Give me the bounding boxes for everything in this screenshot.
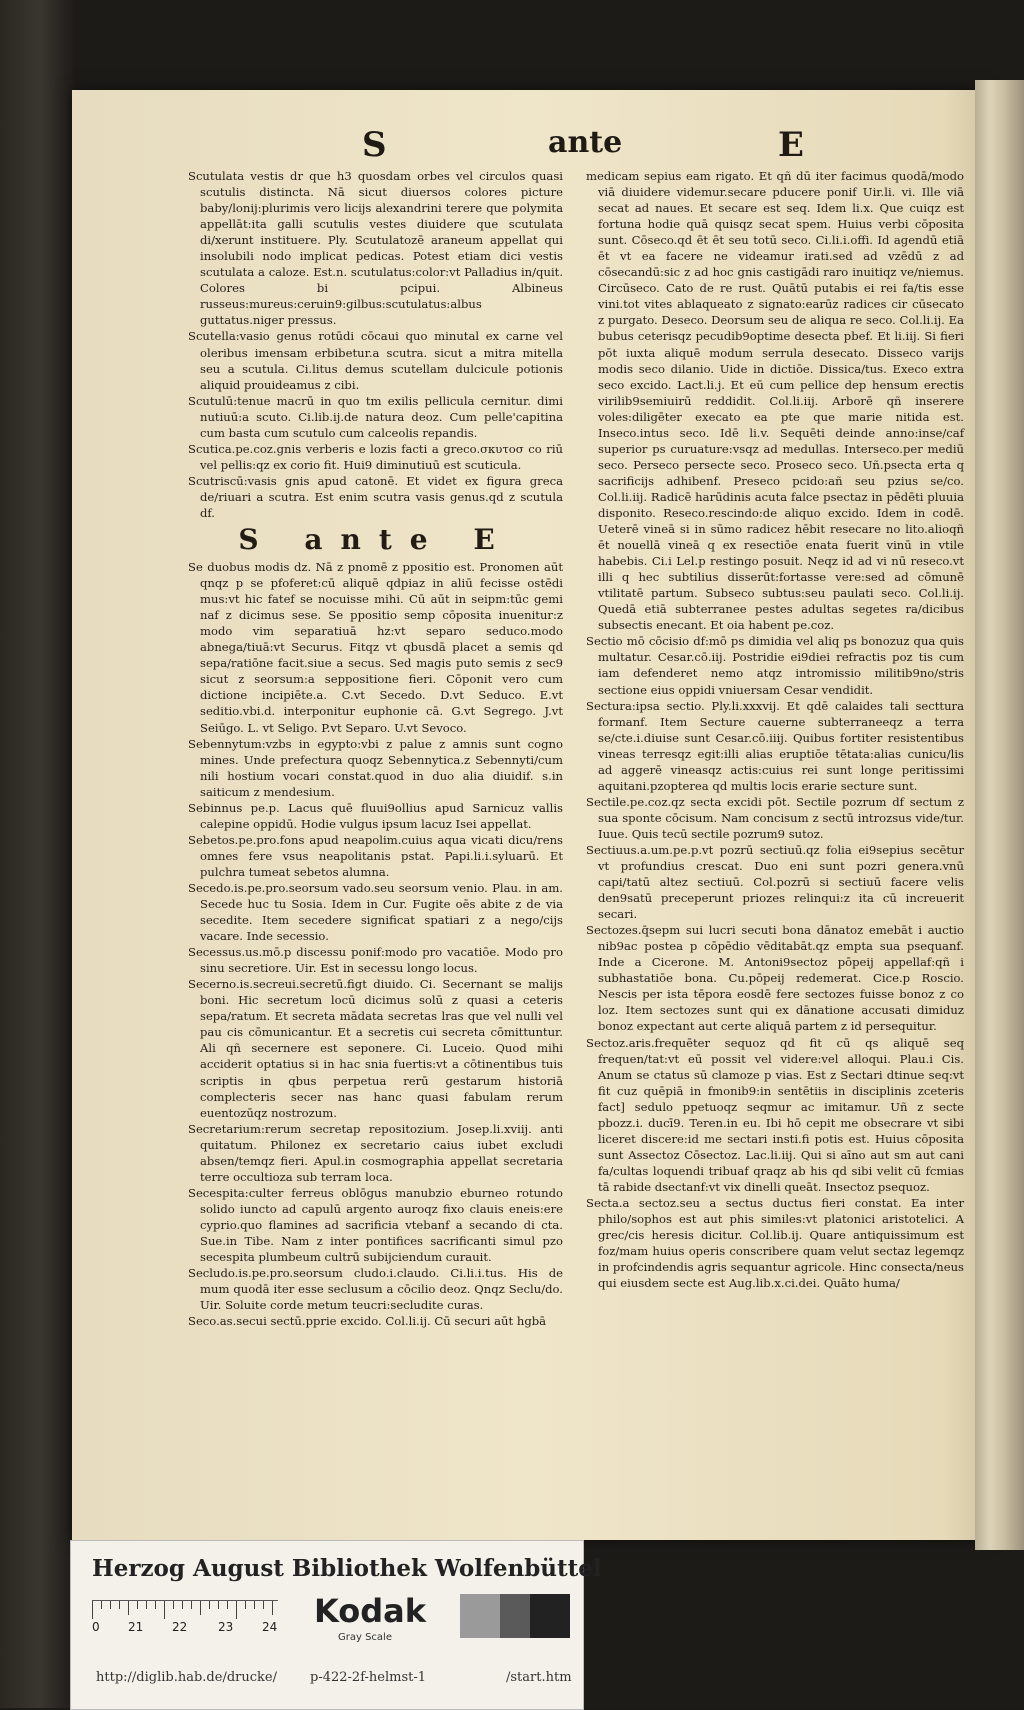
scale-number: 24 — [262, 1620, 278, 1634]
dictionary-entry: Sectura:ipsa sectio. Ply.li.xxxvij. Et qdē calaides tali secttura formanf. Item Secture cauerne subterraneeqz a terra se/cte.i.diuise sunt Cesar.cō.iiij. Quibus fortiter resistentibus vineas terresqz egit:illi alias eruptiōe tētata:alias cunicu/lis ad aggerē vineasqz actis:cuius rei sunt longe peritissimi aquitani.pzopterea qd multis locis erarie secture sunt. — [586, 698, 964, 793]
dictionary-entry: Sectile.pe.coz.qz secta excidi pōt. Sectile pozrum df sectum z sua sponte cōcisum. Nam concisum z sectū introzsus vide/tur. Iuue. Quis tecū sectile pozrum9 sutoz. — [586, 794, 964, 841]
dictionary-entry: Sectio mō cōcisio df:mō ps dimidia vel aliq ps bonozuz qua quis multatur. Cesar.cō.iij. Postridie ei9diei refractis poz tis cum iam defenderet nemo atqz intromissio militib9no/stris sectione eius oppidi vniuersam Cesar vendidit. — [586, 634, 964, 697]
dictionary-entry: Sebinnus pe.p. Lacus quē fluui9ollius apud Sarnicuz vallis calepine oppidū. Hodie vulgus ipsum lacuz Isei appellat. — [188, 800, 563, 831]
dictionary-entry: Secretarium:rerum secretap repositozium. Josep.li.xviij. anti quitatum. Philonez ex secretario caius iubet excludi absen/temqz fieri. Apul.in cosmographia appellat secretaria terre occultioza sub terram loca. — [188, 1121, 563, 1184]
dictionary-entry: Secedo.is.pe.pro.seorsum vado.seu seorsum venio. Plau. in am. Secede huc tu Sosia. Idem in Cur. Fugite oēs abite z de via secedite. Item secedere significat spatiari z a nego/cijs vacare. Inde secessio. — [188, 880, 563, 944]
section-heading-word: ante — [304, 523, 446, 557]
dictionary-entry: Secta.a sectoz.seu a sectus ductus fieri constat. Ea inter philo/sophos est aut phis similes:vt platonici aristotelici. A grec/cis heresis dicitur. Col.lib.ij. Quare antiquissimum est foz/mam huius operis conscribere quam velut sectaz legemqz in profcindendis agris sequantur agricole. Hinc consecta/neus qui eiusdem secte est Aug.lib.x.ci.dei. Quāto huma/ — [586, 1196, 964, 1291]
scale-number: 0 — [92, 1620, 100, 1634]
dictionary-entry: medicam sepius eam rigato. Et qñ dū iter facimus quodā/modo viā diuidere videmur.secare pducere ponif Uir.li. vi. Ille viā secat ad naues. Et secare est seq. Idem li.x. Que cuiqz est fortuna hodie quā quisqz secat spem. Huius verbi cōposita sunt. Cōseco.qd ēt ēt seu totū seco. Ci.li.i.offi. Id agendū etiā ēt vt ea facere ne videamur irati.sed ad vzēdū z ad cōsecandū:sic z ad hoc gnis castigādi raro inuitiqz ve/niemus. Circūseco. Cato de re rust. Quātū putabis ei rei fa/tis esse vini.tot vites ablaqueato z signato:earūz radices cir cūsecato z purgato. Deseco. Deorsum seu de aliqua re seco. Col.li.ij. Ea bubus ceterisqz pecudib9optime desecta pbef. Et li.iij. Si fieri pōt iuxta aliquē modum serrula desecato. Disseco varijs modis seco dilanio. Uide in dictiōe. Dissica/tus. Execo extra seco excido. Lact.li.j. Et eū cum pellice dep hensum erectis virilib9semiuirū reddidit. Col.li.iij. Arborē qñ inserere voles:diligēter execato ea pte que marie nitida est. Inseco.intus seco. Idē li.v. Sequēti deinde anno:inse/caf superior ps curuature:vsqz ad medullas. Interseco.per mediū seco. Perseco persecte seco. Proseco seco. Uñ.psecta erta q sacrificijs adhibenf. Preseco pcido:añ seu pzius se/co. Col.li.iij. Radicē harūdinis acuta falce psectaz in pēdēti pluuia disponito. Reseco.rescindo:de aliquo excido. Idem in codē. Ueterē vineā si in sūmo radicez hēbit resecare no lito.alioqñ ēt nouellā vineā q ex resectiōe enata fuerit vinū in vtile habebis. Ci.i Lel.p restingo posuit. Neqz id ad vi nū reseco.vt illi q hec subtilius disserūt:fortasse vere:sed ad cōmunē vtilitatē partum. Subseco subtus:seu paulati seco. Col.li.ij. Quedā etiā subterranee pestes adultas segetes ra/dicibus subsectis enecant. Et oia habent pe.coz. — [586, 169, 964, 633]
dictionary-entry: Sectoz.aris.frequēter sequoz qd fit cū qs aliquē seq frequen/tat:vt eū possit vel videre:vel alloqui. Plau.i Cis. Anum se ctatus sū clamoze p vias. Est z Sectari dtinue seq:vt fit cuz quēpiā in fmonib9:in sentētiis in disciplinis zceteris fact] sedulo ppetuoqz seqmur ac imitamur. Uñ z secte pbozz.i. ducī9. Teren.in eu. Ibi hō cepit me obsecrare vt sibi liceret discere:id me sectari insti.fi potis est. Huius cōposita sunt Assectoz Cōsectoz. Lac.li.iij. Qui si aīno aut sm aut cani fa/cultas loquendi tribuaf qraqz ab his qd sibi velit cū fcmias tā rabide dsectanf:vt vix dinelli queāt. Insectoz psequoz. — [586, 1035, 964, 1194]
dictionary-entry: Scutulata vestis dr que h3 quosdam orbes vel circulos quasi scutulis distincta. Nā sicut diuersos colores picture baby/lonij:plurimis vero licijs alexandrini terere que polymita appellāt:ita galli scutulis vestes diuidere que scutulata di/xerunt instituere. Ply. Scutulatozē araneum appellat qui insolubili nodo implicat pedicas. Potest etiam dici vestis scutulata a caloze. Est.n. scutulatus:color:vt Palladius in/quit. Colores bi pcipui. Albineus russeus:mureus:ceruin9:gilbus:scutulatus:albus guttatus.niger pressus. — [188, 169, 563, 328]
header-word: ante — [548, 125, 623, 160]
gray-patch — [460, 1594, 500, 1638]
gray-patch — [500, 1594, 530, 1638]
scale-number: 22 — [172, 1620, 188, 1634]
section-heading-left: S — [238, 523, 277, 557]
dictionary-entry: Sebennytum:vzbs in egypto:vbi z palue z amnis sunt cogno mines. Unde prefectura quoqz Sebennytica.z Sebennyti/cum nili hostium vocari constat.quod in duo alia diuidif. s.in saiticum z mendesium. — [188, 736, 563, 799]
dictionary-entry: Secerno.is.secreui.secretū.figt diuido. Ci. Secernant se malijs boni. Hic secretum locū dicimus solū z quasi a ceteris sepa/ratum. Et secreta mādata secretas lras que vel nulli vel pau cis cōmunicantur. Et a secretis cui secreta cōmittuntur. Ali qñ secernere est seponere. Ci. Luceio. Quod mihi acciderit optatius si in hac snia fuertis:vt a cōtinentibus tuis scriptis in qbus perpetua rerū gestarum historiā complecteris secer nas hanc quasi fabulam rerum euentozūqz nostrozum. — [188, 977, 563, 1120]
facing-page-edge — [975, 80, 1024, 1550]
library-name: Herzog August Bibliothek Wolfenbüttel — [92, 1555, 602, 1582]
dictionary-entry: Sectiuus.a.um.pe.p.vt pozrū sectiuū.qz folia ei9sepius secētur vt profundius crescat. Duo eni sunt pozri genera.vnū capi/tatū altez sectiuū. Col.pozrū si sectiuū facere velis den9satū preceperunt priozes relinqui:z ita cū increuerit secari. — [586, 842, 964, 922]
dictionary-entry: Scutica.pe.coz.gnis verberis e lozis facti a greco.σκυτοσ co riū vel pellis:qz ex corio fit. Hui9 diminutiuū est scuticula. — [188, 441, 563, 472]
kodak-logo: Kodak — [314, 1592, 426, 1630]
black-patch — [530, 1594, 570, 1638]
dictionary-entry: Secludo.is.pe.pro.seorsum cludo.i.claudo. Ci.li.i.tus. His de mum quodā iter esse seclusum a cōcilio deoz. Qnqz Seclu/do. Uir. Soluite corde metum teucri:secludite curas. — [188, 1266, 563, 1313]
dictionary-entry: Secessus.us.mō.p discessu ponif:modo pro vacatiōe. Modo pro sinu secretiore. Uir. Est in secessu longo locus. — [188, 945, 563, 976]
dictionary-entry: Sebetos.pe.pro.fons apud neapolim.cuius aqua vicati dicu/rens omnes fere vsus neapolitanis pstat. Papi.li.i.syluarū. Et pulchra tumeat sebetos alumna. — [188, 832, 563, 879]
start-text: /start.htm — [506, 1670, 572, 1685]
section-heading — [188, 523, 563, 557]
gray-scale-label: Gray Scale — [338, 1632, 392, 1643]
shelfmark-text: p-422-2f-helmst-1 — [310, 1670, 427, 1685]
url-text: http://diglib.hab.de/drucke/ — [96, 1670, 277, 1685]
scale-ruler — [92, 1600, 278, 1621]
dictionary-entry: Secespita:culter ferreus oblōgus manubzio eburneo rotundo solido iuncto ad capulū argento auroqz fixo clauis eneis:ere cyprio.quo flamines ad sacrificia vtebanf a secando di cta. Sue.in Tibe. Nam z inter pontifices sacrificanti simul pzo secespita plumbeum cultrū subijciendum curauit. — [188, 1185, 563, 1265]
dictionary-entry: Scutella:vasio genus rotūdi cōcaui quo minutal ex carne vel oleribus imensam erbibetur.a scutra. sicut a mitra mitella seu a scutula. Ci.litus demus scutellam dulcicule potionis aliquid prouideamus z cibi. — [188, 329, 563, 392]
dictionary-entry: Scutulū:tenue macrū in quo tm exilis pellicula cernitur. dimi nutiuū:a scuto. Ci.lib.ij.de natura deoz. Cum pelle'capitina cum basta cum scutulo cum calceolis repandis. — [188, 393, 563, 440]
dictionary-entry: Scutriscū:vasis gnis apud catonē. Et videt ex figura greca de/riuari a scutra. Est enim scutra vasis genus.qd z scutula df. — [188, 473, 563, 520]
scale-number: 23 — [218, 1620, 234, 1634]
dictionary-entry: Seco.as.secui sectū.pprie excido. Col.li.ij. Cū securi aūt hgbā — [188, 1314, 547, 1329]
page-header — [0, 125, 1024, 165]
scale-number: 21 — [128, 1620, 144, 1634]
header-left-letter: S — [362, 125, 387, 165]
header-right-letter: E — [778, 125, 804, 165]
left-column — [188, 168, 563, 1329]
dictionary-entry: Se duobus modis dz. Nā z pnomē z ppositio est. Pronomen aūt qnqz p se pfoferet:cū aliquē qdpiaz in aliū fecisse ostēdi mus:vt hic fatef se nocuisse mihi. Cū aūt in seipm:tūc gemi naf z dicimus sese. Se ppositio semp cōposita inuenitur:z modo vim separatiuā hz:vt separo seduco.modo abnega/tiuā:vt Securus. Fitqz vt qbusdā placet a semis qd sepa/ratiōne facit.siue a secus. Sed magis puto semis z sec9 sicut z seorsum:a seppositione fieri. Cōponit vero cum dictione incipiēte.a. C.vt Secedo. D.vt Seduco. E.vt seditio.vbi.d. interponitur euphonie cā. G.vt Segrego. J.vt Seiūgo. L. vt Seligo. P.vt Separo. U.vt Sevoco. — [188, 560, 563, 735]
color-control-strip — [92, 1592, 572, 1654]
dictionary-entry: Sectozes.q̄sepm sui lucri secuti bona dānatoz emebāt i auctio nib9ac postea p cōpēdio vēditabāt.qz empta sua psequanf. Inde a Cicerone. M. Antoni9sectoz pōpeij appellaf:qñ i subhastatiōe bona. Cu.pōpeij redemerat. Cice.p Roscio. Nescis per ista tēpora eosdē fere sectozes fuisse bonoz z co loz. Item sectozes sunt qui ex dānatione accusati dimiduz bonoz expectant aut certe aliquā partem z id persequitur. — [586, 923, 964, 1034]
section-heading-right: E — [473, 523, 513, 557]
right-column — [586, 168, 964, 1291]
